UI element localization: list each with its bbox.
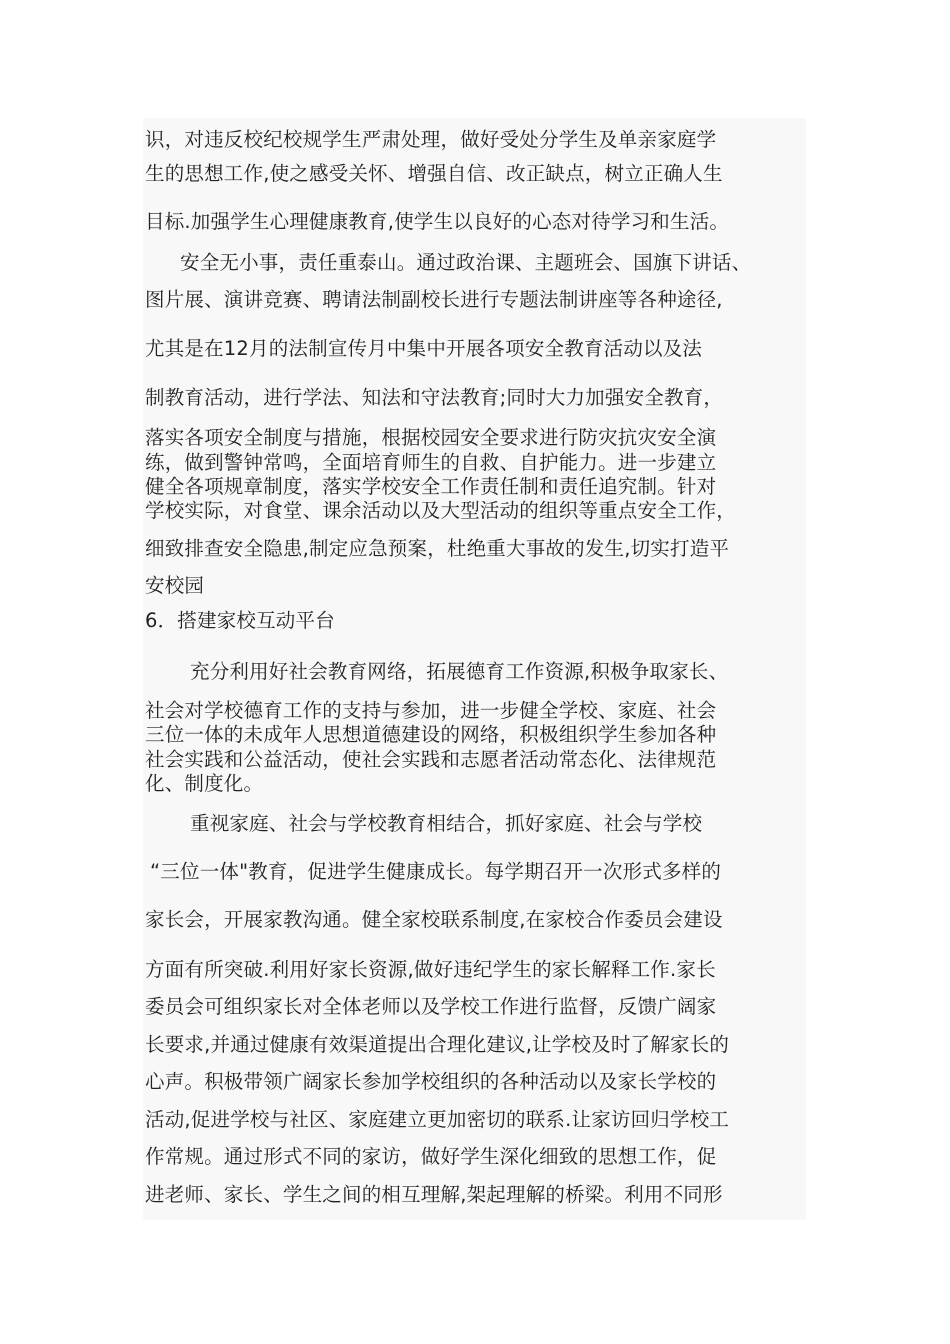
text-line: 家长会，开展家教沟通。健全家校联系制度,在家校合作委员会建设 (145, 908, 723, 931)
text-line: 健全各项规章制度，落实学校安全工作责任制和责任追究制。针对 (145, 475, 717, 498)
text-line: 化、制度化。 (145, 772, 264, 795)
text-line: 心声。积极带领广阔家长参加学校组织的各种活动以及家长学校的 (145, 1070, 717, 1093)
text-line: 学校实际，对食堂、课余活动以及大型活动的组织等重点安全工作， (145, 499, 737, 522)
text-line: 活动,促进学校与社区、家庭建立更加密切的联系.让家访回归学校工 (145, 1108, 730, 1131)
section-heading: 6．搭建家校互动平台 (145, 609, 335, 632)
text-line: 识，对违反校纪校规学生严肃处理，做好受处分学生及单亲家庭学 (145, 128, 717, 151)
text-line: 制教育活动，进行学法、知法和守法教育;同时大力加强安全教育， (145, 386, 724, 409)
text-line: 社会对学校德育工作的支持与参加，进一步健全学校、家庭、社会 (145, 699, 717, 722)
text-line: 生的思想工作,使之感受关怀、增强自信、改正缺点，树立正确人生 (145, 162, 723, 185)
text-line: 细致排查安全隐患,制定应急预案，杜绝重大事故的发生,切实打造平 (145, 537, 730, 560)
text-line: 落实各项安全制度与措施，根据校园安全要求进行防灾抗灾安全演 (145, 426, 717, 449)
text-line: 尤其是在12月的法制宣传月中集中开展各项安全教育活动以及法 (145, 337, 703, 360)
text-line: 图片展、演讲竞赛、聘请法制副校长进行专题法制讲座等各种途径, (145, 288, 723, 311)
text-line: 重视家庭、社会与学校教育相结合，抓好家庭、社会与学校 (190, 812, 703, 835)
text-line: 练，做到警钟常鸣，全面培育师生的自救、自护能力。进一步建立 (145, 451, 717, 474)
text-line: 作常规。通过形式不同的家访，做好学生深化细致的思想工作，促 (145, 1145, 717, 1168)
text-line: 三位一体的未成年人思想道德建设的网络，积极组织学生参加各种 (145, 723, 717, 746)
text-line: 充分利用好社会教育网络，拓展德育工作资源,积极争取家长、 (190, 660, 729, 683)
text-line: 委员会可组织家长对全体老师以及学校工作进行监督，反馈广阔家 (145, 995, 717, 1018)
text-line: 进老师、家长、学生之间的相互理解,架起理解的桥梁。利用不同形 (145, 1183, 723, 1206)
text-line: 安全无小事，责任重泰山。通过政治课、主题班会、国旗下讲话、 (180, 251, 752, 274)
text-line: 方面有所突破.利用好家长资源,做好违纪学生的家长解释工作.家长 (145, 958, 716, 981)
text-line: 社会实践和公益活动，使社会实践和志愿者活动常态化、法律规范 (145, 748, 717, 771)
text-line: 长要求,并通过健康有效渠道提出合理化建议,让学校及时了解家长的 (145, 1033, 730, 1056)
text-line: 安校园 (145, 574, 205, 597)
text-line: “三位一体"教育，促进学生健康成长。每学期召开一次形式多样的 (150, 860, 722, 883)
text-line: 目标.加强学生心理健康教育,使学生以良好的心态对待学习和生活。 (145, 210, 730, 233)
